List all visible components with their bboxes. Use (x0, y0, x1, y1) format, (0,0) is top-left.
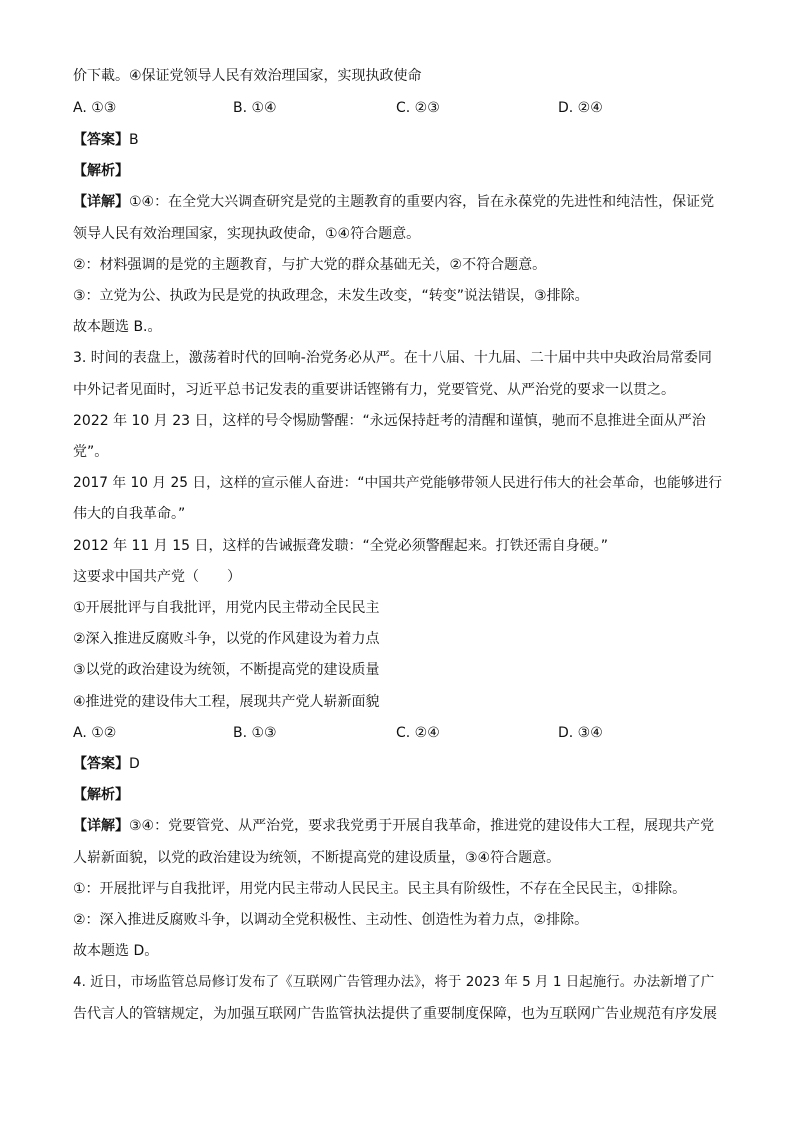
q2-analysis-label: 【解析】 (73, 163, 129, 179)
q3-statement-1: ①开展批评与自我批评，用党内民主带动全民民主 (73, 600, 380, 616)
q2-conclusion: 故本题选 B.。 (73, 319, 162, 335)
q3-stem-line-3: 2022 年 10 月 23 日，这样的号令惕励警醒：“永远保持赶考的清醒和谨慎，驰而不息推进全面从严治 (73, 413, 706, 429)
q2-detail-line-3: ②：材料强调的是党的主题教育，与扩大党的群众基础无关，②不符合题意。 (73, 257, 547, 273)
q3-detail-line-3: ①：开展批评与自我批评，用党内民主带动人民民主。民主具有阶级性，不存在全民民主，①排除。 (73, 881, 687, 897)
q2-answer (73, 130, 725, 150)
q3-answer (73, 754, 725, 774)
q3-option-c: C. ②④ (396, 725, 440, 741)
q2-detail-line-1 (73, 192, 725, 212)
q3-option-d: D. ③④ (558, 725, 603, 741)
q3-stem-line-2: 中外记者见面时，习近平总书记发表的重要讲话铿锵有力，党要管党、从严治党的要求一以贯之。 (73, 382, 675, 398)
q2-option-b: B. ①④ (233, 100, 277, 116)
q2-statement-tail: 价下載。④保证党领导人民有效治理国家，实现执政使命 (73, 68, 422, 84)
answer-label: 【答案】 (73, 756, 129, 772)
q3-question: 这要求中国共产党（ ） (73, 569, 241, 585)
q3-statement-4: ④推进党的建设伟大工程，展现共产党人崭新面貌 (73, 694, 380, 710)
q3-statement-3: ③以党的政治建设为统领，不断提高党的建设质量 (73, 662, 380, 678)
q3-analysis-label: 【解析】 (73, 787, 129, 803)
q2-detail-line-4: ③：立党为公、执政为民是党的执政理念，未发生改变，“转变”说法错误，③排除。 (73, 288, 589, 304)
detail-label: 【详解】 (73, 194, 129, 210)
q3-option-a: A. ①② (73, 725, 117, 741)
q3-stem-line-1: 3. 时间的表盘上，激荡着时代的回响-治党务必从严。在十八届、十九届、二十届中共中央政治局常委同 (73, 350, 712, 366)
q4-stem-line-1: 4. 近日，市场监管总局修订发布了《互联网广告管理办法》，将于 2023 年 5 月 1 日起施行。办法新增了广 (73, 974, 715, 990)
detail-label: 【详解】 (73, 818, 129, 834)
q3-detail-line-2: 人崭新面貌，以党的政治建设为统领，不断提高党的建设质量，③④符合题意。 (73, 850, 561, 866)
q2-option-c: C. ②③ (396, 100, 440, 116)
q2-option-d: D. ②④ (558, 100, 603, 116)
answer-label: 【答案】 (73, 132, 129, 148)
q2-detail-line-2: 领导人民有效治理国家，实现执政使命，①④符合题意。 (73, 226, 421, 242)
q3-option-b: B. ①③ (233, 725, 277, 741)
answer-value: D (129, 756, 140, 772)
q4-stem-line-2: 告代言人的管辖规定，为加强互联网广告监管执法提供了重要制度保障，也为互联网广告业规范有序发展 (73, 1006, 717, 1022)
q3-stem-line-4: 党”。 (73, 444, 109, 460)
detail-text: ①④：在全党大兴调查研究是党的主题教育的重要内容，旨在永葆党的先进性和纯洁性，保证党 (129, 194, 715, 210)
q3-stem-line-7: 2012 年 11 月 15 日，这样的告诫振聋发聩：“全党必须警醒起来。打铁还需自身硬。” (73, 538, 609, 554)
answer-value: B (129, 132, 139, 148)
q3-detail-line-4: ②：深入推进反腐败斗争，以调动全党积极性、主动性、创造性为着力点，②排除。 (73, 912, 589, 928)
q3-stem-line-6: 伟大的自我革命。” (73, 506, 186, 522)
q3-stem-line-5: 2017 年 10 月 25 日，这样的宣示催人奋进：“中国共产党能够带领人民进行伟大的社会革命，也能够进行 (73, 475, 722, 491)
q3-conclusion: 故本题选 D。 (73, 943, 159, 959)
detail-text: ③④：党要管党、从严治党，要求我党勇于开展自我革命，推进党的建设伟大工程，展现共产党 (129, 818, 715, 834)
q3-detail-line-1 (73, 816, 725, 836)
q2-option-a: A. ①③ (73, 100, 117, 116)
q3-statement-2: ②深入推进反腐败斗争，以党的作风建设为着力点 (73, 631, 380, 647)
